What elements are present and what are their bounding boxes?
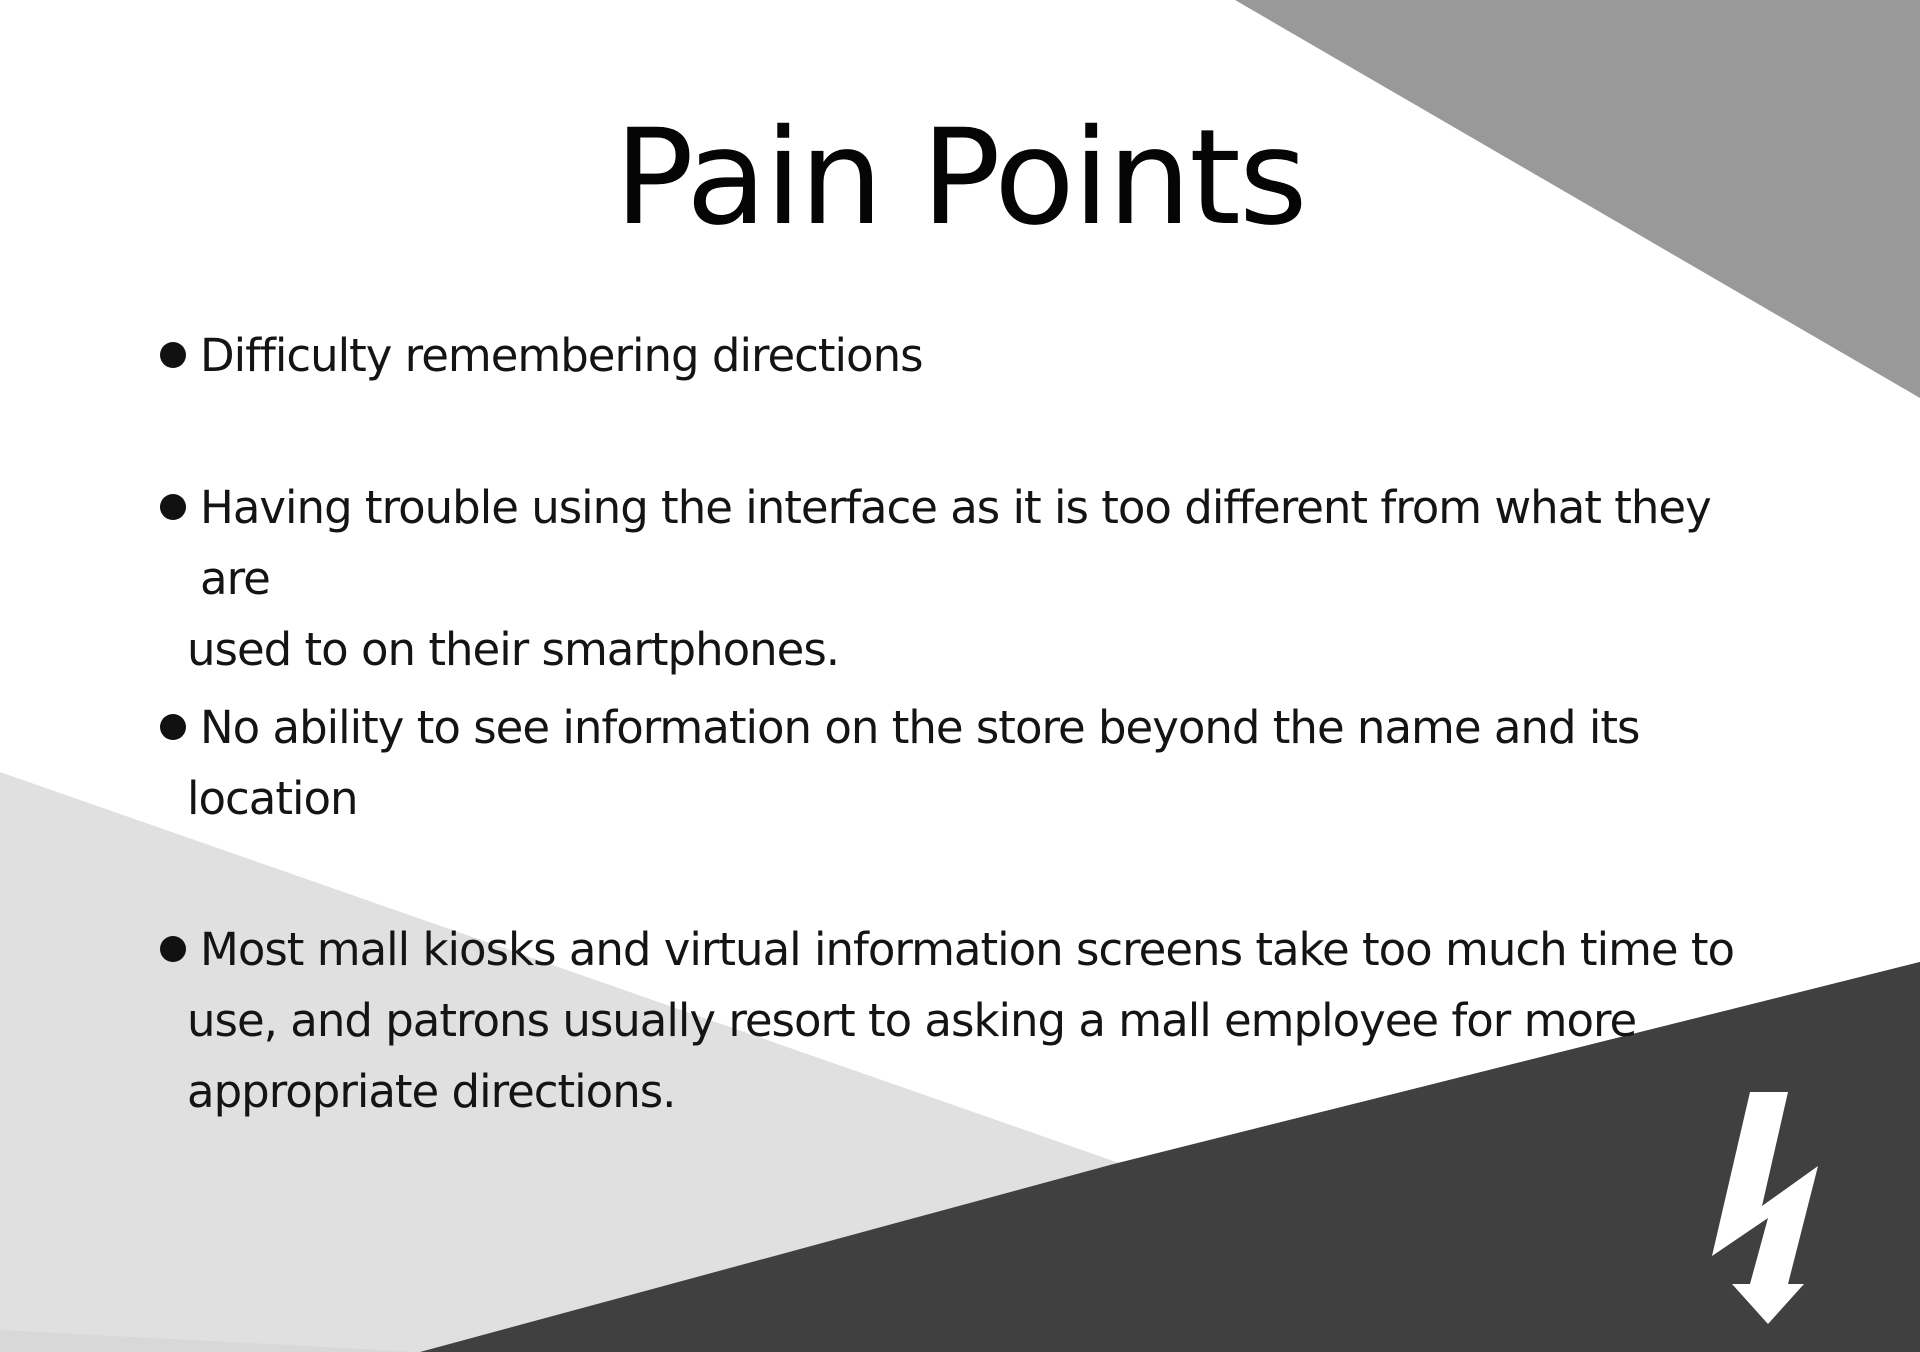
slide-title: Pain Points — [614, 101, 1306, 255]
bullet-line: appropriate directions. — [187, 1065, 676, 1118]
bullet-line: No ability to see information on the store beyond the name and its — [200, 701, 1640, 754]
bullet-dot — [160, 714, 186, 740]
bullet-dot — [160, 342, 186, 368]
bullet-item — [187, 472, 1760, 685]
bullet-dot — [160, 936, 186, 962]
lightning-bolt-arrow-icon — [1700, 1088, 1830, 1328]
bullet-line: Difficulty remembering directions — [200, 329, 923, 382]
bullet-line: Most mall kiosks and virtual information screens take too much time to — [200, 923, 1735, 976]
bullet-item — [187, 692, 1760, 834]
bullet-line: location — [187, 772, 358, 825]
bullet-item — [200, 320, 1760, 391]
bullet-dot — [160, 494, 186, 520]
bullet-item — [187, 914, 1740, 1127]
bullet-line: Having trouble using the interface as it is too different from what they are — [200, 481, 1711, 605]
bullet-line: used to on their smartphones. — [187, 623, 840, 676]
bullet-line: use, and patrons usually resort to asking a mall employee for more — [187, 994, 1637, 1047]
